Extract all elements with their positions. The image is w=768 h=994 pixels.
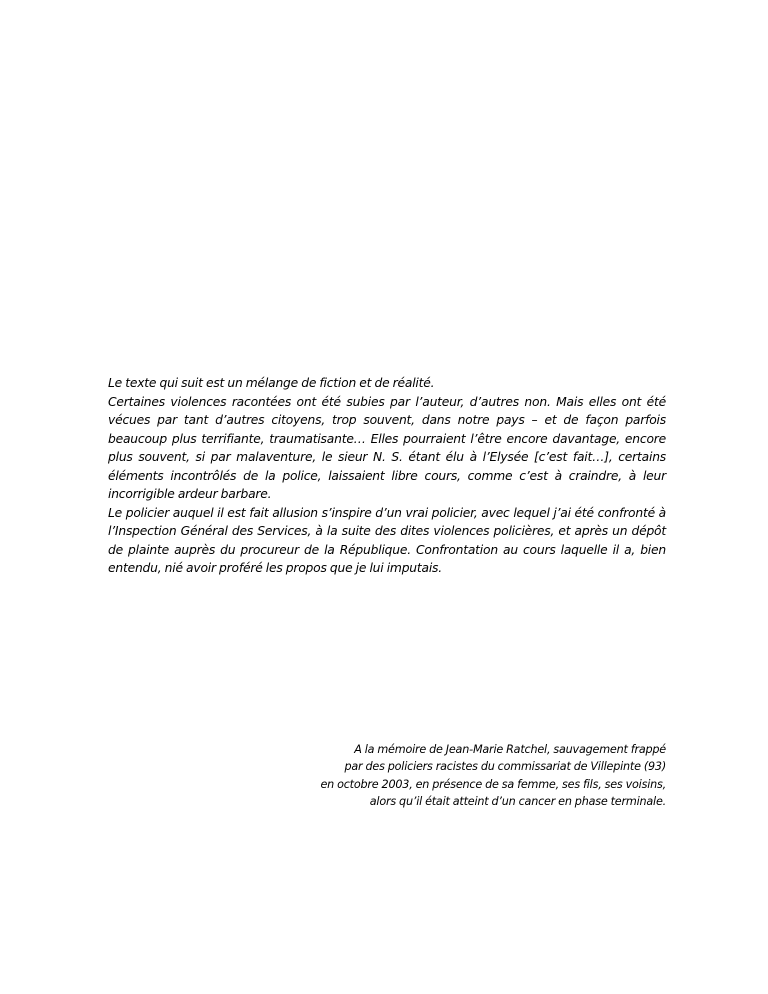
dedication-line-1: A la mémoire de Jean-Marie Ratchel, sauvagement frappé [354,743,666,756]
dedication-line-3: en octobre 2003, en présence de sa femme, ses fils, ses voisins, [320,777,666,791]
dedication [246,741,666,810]
intro-paragraph-3: Le policier auquel il est fait allusion s’inspire d’un vrai policier, avec lequel j’ai été confronté à l’Inspection Général des Services, à la suite des dites violences policières, et après un dépôt de plainte auprès du procureur de la République. Confrontation au cours laquelle il a, bien entendu, nié avoir proféré les propos que je lui imputais. [108,505,666,575]
dedication-line-2: par des policiers racistes du commissariat de Villepinte (93) [344,760,666,774]
intro-paragraph-2: Certaines violences racontées ont été subies par l’auteur, d’autres non. Mais elles ont été vécues par tant d’autres citoyens, trop souvent, dans notre pays – et de façon parfois beaucoup plus terrifiante, traumatisante… Elles pourraient l’être encore davantage, encore plus souvent, si par malaventure, le sieur N. S. étant élu à l’Elysée [c’est fait…], certains éléments incontrôlés de la police, laissaient libre cours, comme c’est à craindre, à leur incorrigible ardeur barbare. [108,394,666,501]
dedication-line-4: alors qu’il était atteint d’un cancer en phase terminale. [369,794,666,808]
introduction-text [108,374,666,578]
intro-paragraph-1: Le texte qui suit est un mélange de fiction et de réalité. [108,376,435,390]
